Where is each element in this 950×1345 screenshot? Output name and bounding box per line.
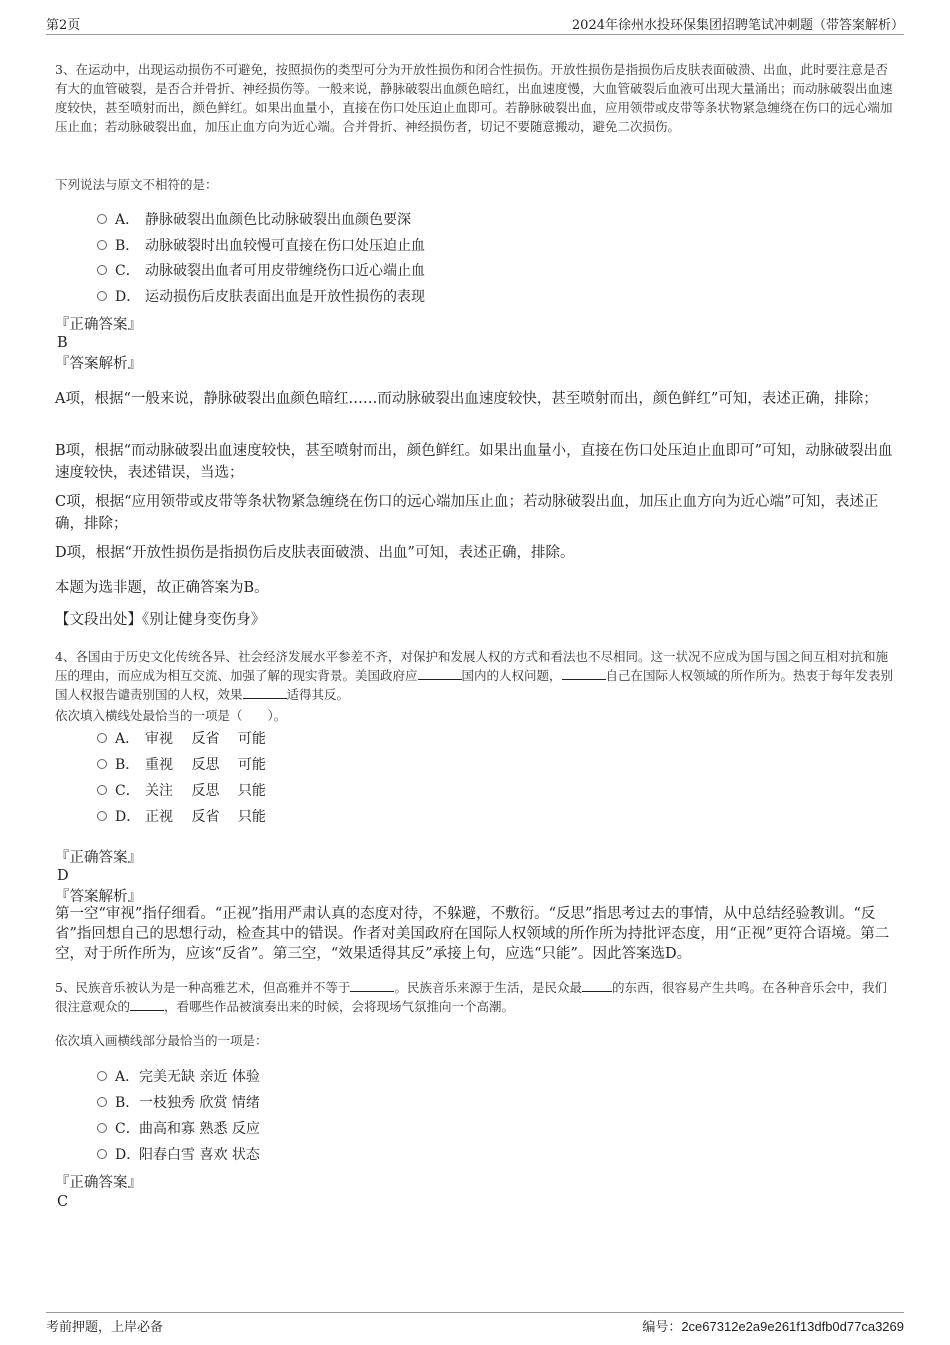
blank-line xyxy=(243,686,287,699)
q3-option-c[interactable]: C． 动脉破裂出血者可用皮带缠绕伤口近心端止血 xyxy=(97,261,425,281)
radio-icon[interactable] xyxy=(97,733,107,743)
q5-option-a[interactable]: A．完美无缺 亲近 体验 xyxy=(97,1067,260,1087)
q3-question: 下列说法与原文不相符的是： xyxy=(55,177,218,192)
radio-icon[interactable] xyxy=(97,1149,107,1159)
q5-passage: 5、民族音乐被认为是一种高雅艺术，但高雅并不等于 。民族音乐来源于生活，是民众最 的东西，很容易产生共鸣。在各种音乐会中，我们很注意观众的 ，看哪些作品被演奏出来的时候，会将现场气氛推向一个高潮。 xyxy=(55,980,887,1014)
radio-icon[interactable] xyxy=(97,214,107,224)
q3-analysis-a: A项，根据“一般来说，静脉破裂出血颜色暗红……而动脉破裂出血速度较快，甚至喷射而出，颜色鲜红”可知，表述正确，排除； xyxy=(55,391,878,407)
radio-icon[interactable] xyxy=(97,265,107,275)
q4-analysis-label: 『答案解析』 xyxy=(55,889,142,905)
radio-icon[interactable] xyxy=(97,1071,107,1081)
radio-icon[interactable] xyxy=(97,785,107,795)
q3-analysis-d: D项，根据“开放性损伤是指损伤后皮肤表面破溃、出血”可知，表述正确，排除。 xyxy=(55,545,575,561)
q4-option-d[interactable]: D． 正视 反省 只能 xyxy=(97,807,266,827)
blank-line xyxy=(562,667,606,680)
q4-analysis: 第一空“审视”指仔细看。“正视”指用严肃认真的态度对待，不躲避，不敷衍。“反思”指思考过去的事情，从中总结经验教训。“反省”指回想自己的思想行动，检查其中的错误。作者对美国政府在国际人权领域的所作所为持批评态度，用“正视”更符合语境。第二空，对于所作所为，应该“反省”。第三空，“效果适得其反”承接上句，应选“只能”。因此答案选D。 xyxy=(55,906,890,962)
q3-option-d[interactable]: D． 运动损伤后皮肤表面出血是开放性损伤的表现 xyxy=(97,287,425,307)
q5-answer: C xyxy=(57,1194,69,1210)
radio-icon[interactable] xyxy=(97,1097,107,1107)
document-title: 2024年徐州水投环保集团招聘笔试冲刺题（带答案解析） xyxy=(571,18,904,33)
q5-option-b[interactable]: B．一枝独秀 欣赏 情绪 xyxy=(97,1093,260,1113)
footer-slogan: 考前押题，上岸必备 xyxy=(46,1320,164,1335)
q3-analysis-b: B项，根据“而动脉破裂出血速度较快，甚至喷射而出，颜色鲜红。如果出血量小，直接在伤口处压迫止血即可”可知，动脉破裂出血速度较快，表述错误，当选； xyxy=(55,443,893,481)
page-footer xyxy=(46,1312,904,1338)
q3-answer-label: 『正确答案』 xyxy=(55,317,142,333)
blank-line xyxy=(582,979,612,992)
q5-option-c[interactable]: C．曲高和寡 熟悉 反应 xyxy=(97,1119,260,1139)
blank-line xyxy=(350,979,394,992)
q5-question: 依次填入画横线部分最恰当的一项是： xyxy=(55,1033,268,1048)
page-number: 第2页 xyxy=(46,18,81,33)
blank-line xyxy=(418,667,462,680)
radio-icon[interactable] xyxy=(97,291,107,301)
q3-analysis-label: 『答案解析』 xyxy=(55,356,142,372)
radio-icon[interactable] xyxy=(97,759,107,769)
blank-line xyxy=(130,998,164,1011)
q3-conclusion: 本题为选非题，故正确答案为B。 xyxy=(55,580,269,596)
q3-passage: 3、在运动中，出现运动损伤不可避免，按照损伤的类型可分为开放性损伤和闭合性损伤。开放性损伤是指损伤后皮肤表面破溃、出血，此时要注意是否有大的血管破裂，是否合并骨折、神经损伤等。一般来说，静脉破裂出血颜色暗红，出血速度慢，大血管破裂后血液可出现大量涌出；而动脉破裂出血速度较快，甚至喷射而出，颜色鲜红。如果出血量小，直接在伤口处压迫止血即可。若静脉破裂出血，应用领带或皮带等条状物紧急缠绕在伤口的远心端加压止血；若动脉破裂出血，加压止血方向为近心端。合并骨折、神经损伤者，切记不要随意搬动，避免二次损伤。 xyxy=(55,62,893,134)
q4-option-b[interactable]: B． 重视 反思 可能 xyxy=(97,755,266,775)
q4-answer-label: 『正确答案』 xyxy=(55,850,142,866)
radio-icon[interactable] xyxy=(97,811,107,821)
page-header xyxy=(46,14,904,35)
document-code: 编号：2ce67312e2a9e261f13dfb0d77ca3269 xyxy=(642,1319,904,1335)
q4-question: 依次填入横线处最恰当的一项是（ ）。 xyxy=(55,708,287,723)
q3-source: 【文段出处】《别让健身变伤身》 xyxy=(55,612,266,628)
radio-icon[interactable] xyxy=(97,1123,107,1133)
q3-option-b[interactable]: B． 动脉破裂时出血较慢可直接在伤口处压迫止血 xyxy=(97,236,425,256)
q3-analysis-c: C项，根据“应用领带或皮带等条状物紧急缠绕在伤口的远心端加压止血；若动脉破裂出血，加压止血方向为近心端”可知，表述正确，排除； xyxy=(55,494,879,532)
q3-answer: B xyxy=(57,335,68,351)
q5-answer-label: 『正确答案』 xyxy=(55,1175,142,1191)
q4-answer: D xyxy=(57,868,69,884)
q5-option-d[interactable]: D．阳春白雪 喜欢 状态 xyxy=(97,1145,260,1165)
radio-icon[interactable] xyxy=(97,240,107,250)
q4-passage: 4、各国由于历史文化传统各异、社会经济发展水平参差不齐，对保护和发展人权的方式和看法也不尽相同。这一状况不应成为国与国之间互相对抗和施压的理由，而应成为相互交流、加强了解的现实背景。美国政府应 国内的人权问题， 自己在国际人权领域的所作所为。热衷于每年发表别国人权报告谴责别国的人权，效果 适得其反。 xyxy=(55,649,894,702)
q3-option-a[interactable]: A． 静脉破裂出血颜色比动脉破裂出血颜色要深 xyxy=(97,210,411,230)
q4-option-a[interactable]: A． 审视 反省 可能 xyxy=(97,729,266,749)
q4-option-c[interactable]: C． 关注 反思 只能 xyxy=(97,781,266,801)
